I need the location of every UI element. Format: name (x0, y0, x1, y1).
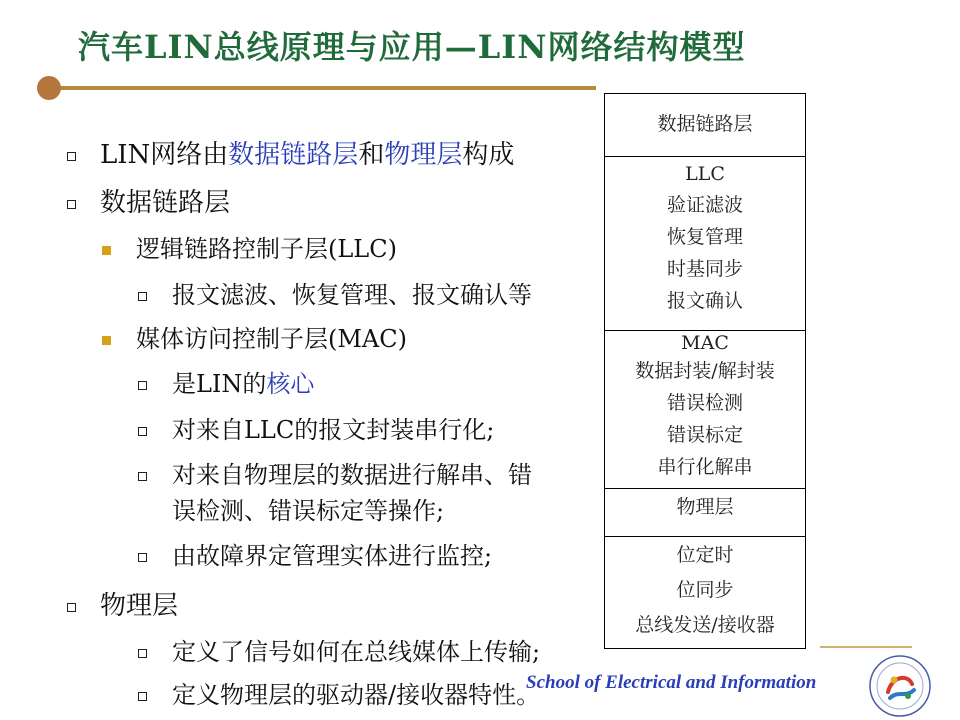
bullet-text: 构成 (462, 140, 515, 170)
lin-layer-stack (604, 93, 806, 649)
bullet-marker (138, 472, 147, 481)
layer-data-link (605, 94, 805, 156)
highlight-physical-layer: 物理层 (384, 140, 463, 170)
footer-line (820, 646, 912, 648)
bullet-mac-serialize: 对来自LLC的报文封装串行化; (172, 416, 495, 444)
bullet-text: 是LIN的 (172, 370, 267, 398)
bullet-marker (138, 553, 147, 562)
bullet-marker (67, 152, 76, 161)
layer-label: 物理层 (676, 496, 734, 518)
layer-label: 串行化解串 (657, 456, 753, 478)
layer-label: 位同步 (676, 579, 734, 601)
layer-label: 时基同步 (666, 258, 743, 280)
slide-title: 汽车LIN总线原理与应用—LIN网络结构模型 (78, 28, 746, 66)
layer-label: 恢复管理 (666, 226, 743, 248)
layer-label: 报文确认 (666, 290, 743, 312)
layer-physical-detail (605, 536, 805, 648)
layer-label: 错误检测 (666, 392, 743, 414)
bullet-marker (102, 336, 111, 345)
layer-label: 位定时 (676, 544, 734, 566)
highlight-data-link-layer: 数据链路层 (228, 140, 359, 170)
layer-label: 数据封装/解封装 (635, 360, 775, 382)
bullet-marker (138, 292, 147, 301)
bullet-network-composition (100, 138, 514, 172)
highlight-core: 核心 (266, 370, 315, 398)
bullet-data-link-layer: 数据链路层 (100, 188, 231, 218)
bullet-mac-deserialize-line1: 对来自物理层的数据进行解串、错 (172, 461, 532, 489)
bullet-marker (102, 246, 111, 255)
layer-label: 验证滤波 (666, 194, 743, 216)
bullet-physical-layer: 物理层 (100, 591, 179, 621)
title-dot (37, 76, 61, 100)
layer-label: LLC (685, 163, 725, 185)
layer-llc (605, 156, 805, 330)
bullet-marker (138, 649, 147, 658)
layer-label: 错误标定 (666, 424, 743, 446)
bullet-llc-sublayer: 逻辑链路控制子层(LLC) (136, 235, 397, 263)
layer-label: 总线发送/接收器 (635, 614, 775, 636)
footer-school-name: School of Electrical and Information (526, 672, 817, 693)
bullet-mac-core (172, 367, 314, 401)
bullet-mac-deserialize-line2: 误检测、错误标定等操作; (172, 497, 445, 525)
bullet-llc-functions: 报文滤波、恢复管理、报文确认等 (172, 281, 532, 309)
bullet-text: 和 (358, 140, 385, 170)
bullet-mac-monitor: 由故障界定管理实体进行监控; (172, 542, 493, 570)
layer-mac (605, 330, 805, 488)
bullet-marker (138, 381, 147, 390)
bullet-marker (67, 603, 76, 612)
bullet-mac-sublayer: 媒体访问控制子层(MAC) (136, 325, 407, 353)
school-logo-icon (868, 654, 932, 718)
layer-label: MAC (681, 332, 729, 354)
bullet-marker (67, 200, 76, 209)
bullet-physical-driver: 定义物理层的驱动器/接收器特性。 (172, 681, 541, 709)
bullet-marker (138, 692, 147, 701)
layer-physical (605, 488, 805, 536)
bullet-marker (138, 427, 147, 436)
title-underline (46, 86, 596, 90)
bullet-physical-signal: 定义了信号如何在总线媒体上传输; (172, 638, 541, 666)
bullet-text: LIN网络由 (100, 140, 229, 170)
layer-label: 数据链路层 (657, 113, 753, 135)
